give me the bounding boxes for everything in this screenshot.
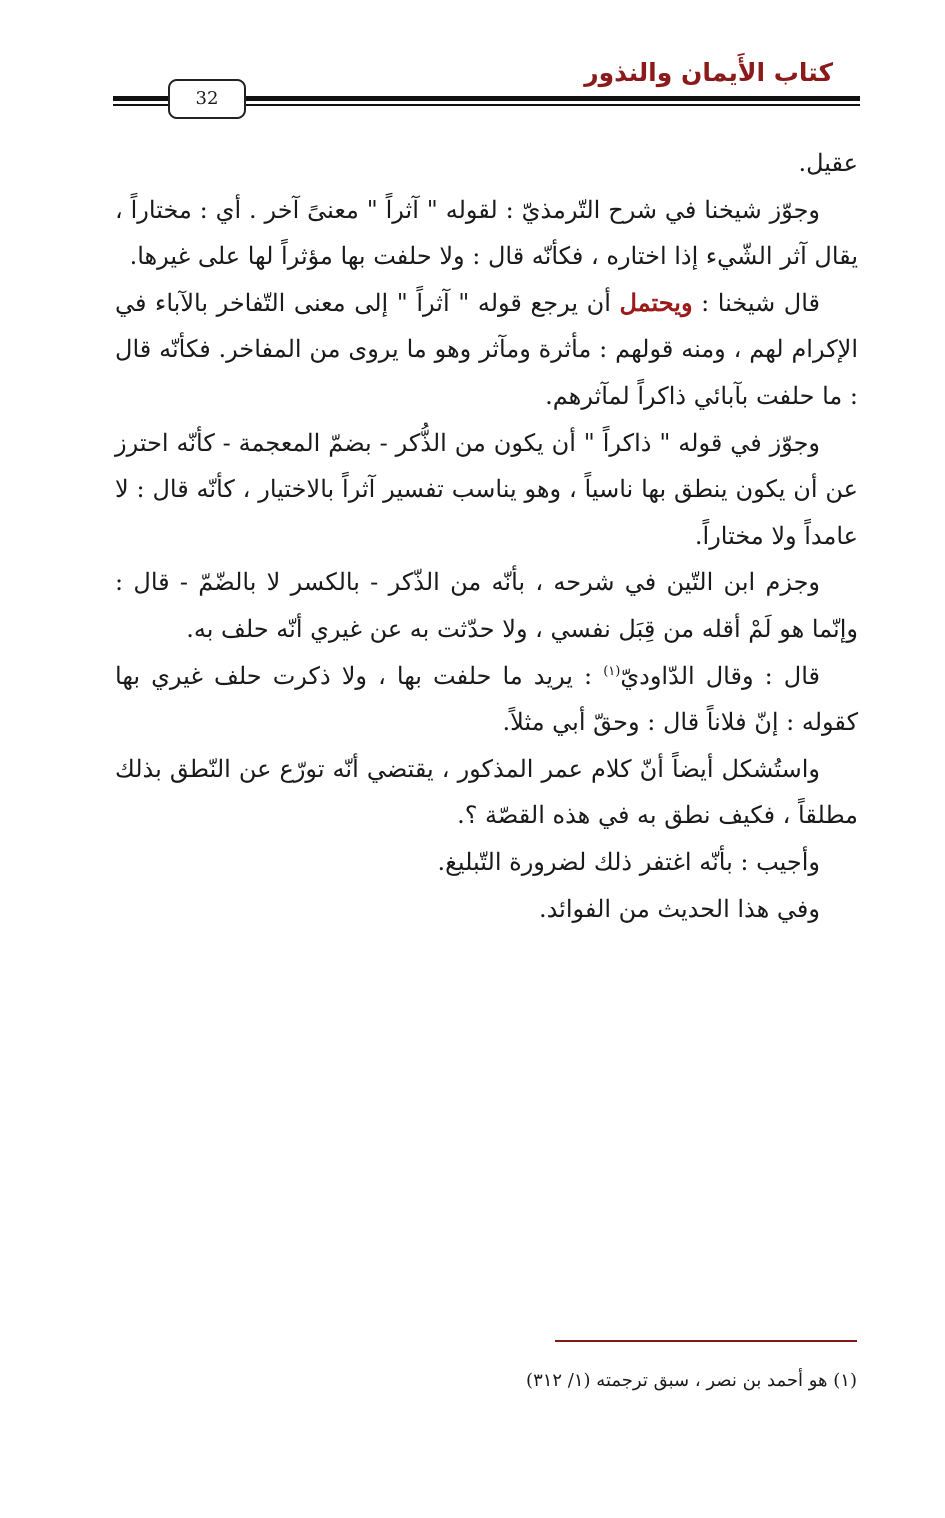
footnote: (١) هو أحمد بن نصر ، سبق ترجمته (١/ ٣١٢) [526,1370,857,1391]
paragraph-1: عقيل. [798,149,858,177]
paragraph-6-start: قال : وقال الدّاوديّ [620,661,820,690]
highlighted-word: ويحتمل [619,287,693,317]
paragraph-8: وأجيب : بأنّه اغتفر ذلك لضرورة التّبليغ. [437,847,820,876]
paragraph-6 [115,653,858,746]
main-text [115,140,858,932]
paragraph-3 [115,280,858,420]
footnote-reference[interactable]: (١) [603,663,621,679]
paragraph-3-rest: أن يرجع قوله " آثراً " إلى معنى التّفاخر بالآباء في الإكرام لهم ، ومنه قولهم : مأثرة ومآثر وهو ما يروى من المفاخر. فكأنّه قال : ما حلفت بآبائي ذاكراً لمآثرهم. [115,288,858,410]
paragraph-2: وجوّز شيخنا في شرح التّرمذيّ : لقوله " آثراً " معنىً آخر . أي : مختاراً ، يقال آثر الشّيء إذا اختاره ، فكأنّه قال : ولا حلفت بها مؤثراً لها على غيرها. [115,195,858,271]
paragraph-5: وجزم ابن التّين في شرحه ، بأنّه من الذّكر - بالكسر لا بالضّمّ - قال : وإنّما هو لَمْ أقله من قِبَل نفسي ، ولا حدّثت به عن غيري أنّه حلف به. [115,568,858,643]
paragraph-4: وجوّز في قوله " ذاكراً " أن يكون من الذُّكر - بضمّ المعجمة - كأنّه احترز عن أن يكون ينطق بها ناسياً ، وهو يناسب تفسير آثراً بالاختيار ، كأنّه قال : لا عامداً ولا مختاراً. [115,428,858,550]
paragraph-3-start: قال شيخنا : [692,288,821,317]
paragraph-7: واستُشكل أيضاً أنّ كلام عمر المذكور ، يقتضي أنّه تورّع عن النّطق بذلك مطلقاً ، فكيف نطق به في هذه القصّة ؟. [115,754,858,830]
page-number: 32 [168,79,246,119]
footnote-divider [555,1340,857,1342]
book-title: كتاب الأَيمان والنذور [584,58,833,87]
paragraph-6-rest: : يريد ما حلفت بها ، ولا ذكرت حلف غيري بها كقوله : إنّ فلاناً قال : وحقّ أبي مثلاً. [115,661,858,737]
paragraph-9: وفي هذا الحديث من الفوائد. [538,894,820,923]
page-header [0,0,945,130]
